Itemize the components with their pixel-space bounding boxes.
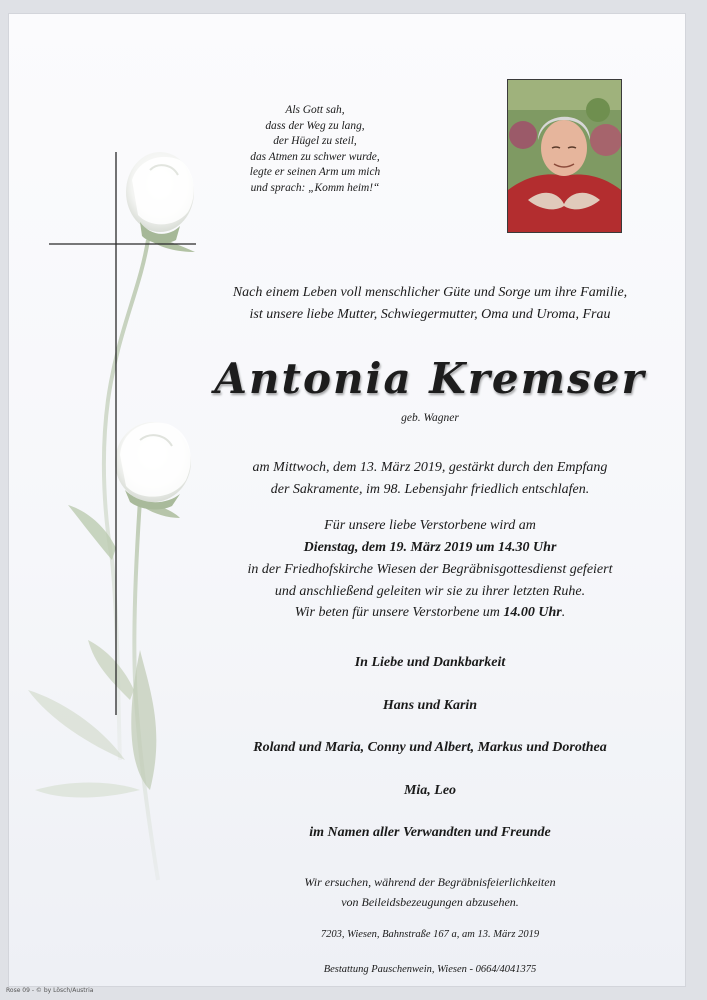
request-line: von Beileidsbezeugungen abzusehen. bbox=[341, 895, 519, 909]
poem-line: Als Gott sah, bbox=[285, 104, 345, 116]
intro-line: ist unsere liebe Mutter, Schwiegermutter, Oma und Uroma, Frau bbox=[249, 307, 611, 322]
mourners-children: Hans und Karin bbox=[382, 698, 478, 713]
mourners-great-grandchildren: Mia, Leo bbox=[403, 783, 457, 798]
prayer-suffix: . bbox=[561, 605, 566, 620]
mourners-closing: im Namen aller Verwandten und Freunde bbox=[309, 825, 551, 840]
mourners-heading: In Liebe und Dankbarkeit bbox=[354, 655, 506, 670]
death-line: am Mittwoch, dem 13. März 2019, gestärkt durch den Empfang bbox=[252, 460, 608, 475]
request-line: Wir ersuchen, während der Begräbnisfeierlichkeiten bbox=[304, 875, 556, 889]
prayer-text: Wir beten für unsere Verstorbene um bbox=[294, 605, 504, 620]
intro-text bbox=[150, 282, 707, 326]
condolence-request bbox=[230, 872, 630, 912]
poem-line: legte er seinen Arm um mich bbox=[249, 166, 381, 179]
death-notice bbox=[150, 457, 707, 501]
poem-line: dass der Weg zu lang, bbox=[265, 119, 365, 132]
prayer-notice bbox=[150, 605, 707, 621]
funeral-line: Für unsere liebe Verstorbene wird am bbox=[324, 518, 536, 533]
poem-line: und sprach: „Komm heim!“ bbox=[250, 181, 380, 194]
portrait-photo bbox=[507, 79, 622, 233]
image-credit: Rose 09 - © by Lösch/Austria bbox=[6, 987, 94, 994]
undertaker: Bestattung Pauschenwein, Wiesen - 0664/4041375 bbox=[323, 964, 537, 975]
deceased-name: Antonia Kremser bbox=[214, 354, 646, 403]
funeral-line: und anschließend geleiten wir sie zu ihrer letzten Ruhe. bbox=[274, 584, 586, 599]
funeral-notice bbox=[150, 515, 707, 603]
funeral-line: in der Friedhofskirche Wiesen der Begräbnisgottesdienst gefeiert bbox=[247, 562, 613, 577]
portrait-image bbox=[508, 80, 621, 232]
place-date: 7203, Wiesen, Bahnstraße 167 a, am 13. März 2019 bbox=[320, 929, 540, 940]
intro-line: Nach einem Leben voll menschlicher Güte und Sorge um ihre Familie, bbox=[232, 285, 628, 300]
poem bbox=[230, 103, 400, 197]
birth-name: geb. Wagner bbox=[401, 412, 459, 424]
poem-line: der Hügel zu steil, bbox=[273, 135, 357, 148]
poem-line: das Atmen zu schwer wurde, bbox=[250, 150, 380, 163]
prayer-time: 14.00 Uhr bbox=[503, 605, 562, 620]
mourners-grandchildren: Roland und Maria, Conny und Albert, Markus und Dorothea bbox=[253, 740, 607, 755]
funeral-date-time: Dienstag, dem 19. März 2019 um 14.30 Uhr bbox=[303, 540, 557, 555]
death-line: der Sakramente, im 98. Lebensjahr friedlich entschlafen. bbox=[270, 482, 590, 497]
